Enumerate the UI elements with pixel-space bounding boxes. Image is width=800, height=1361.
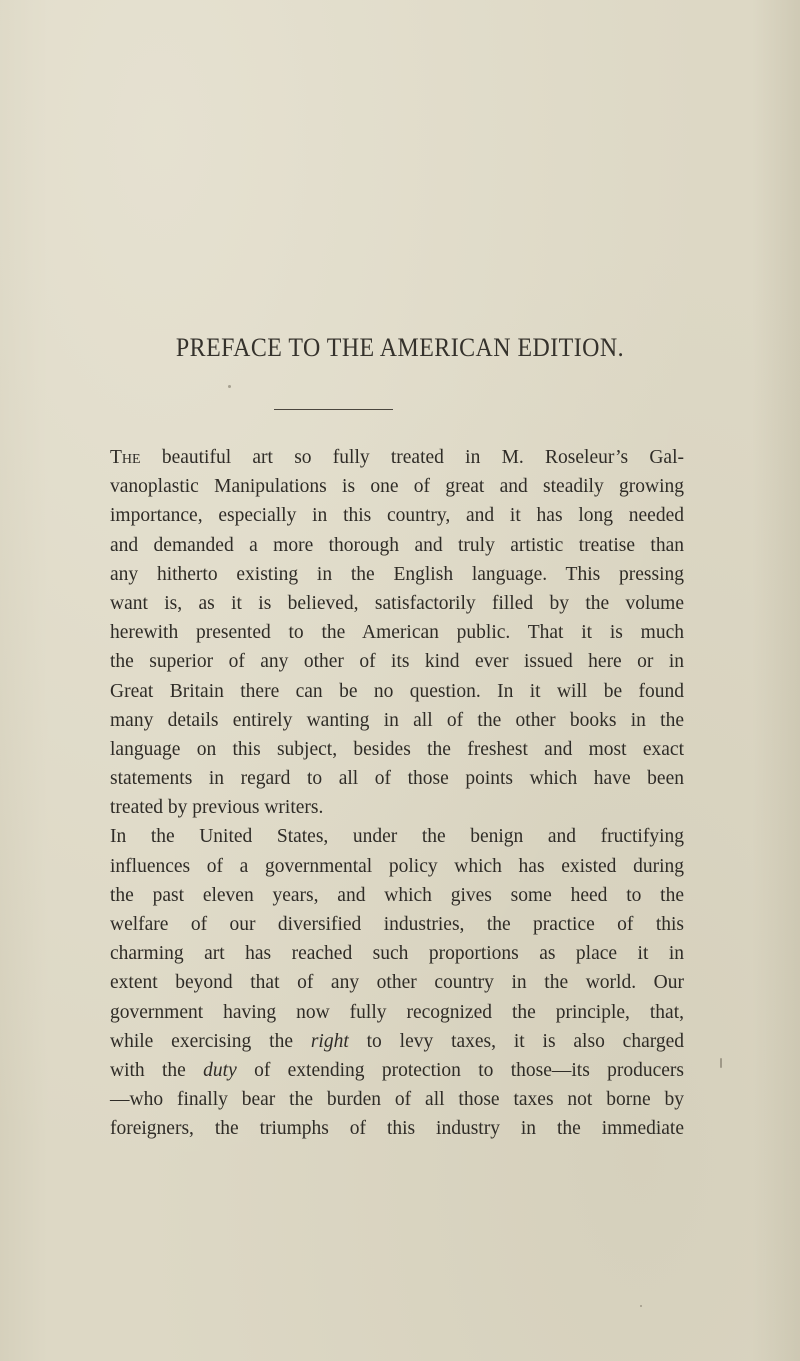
paragraph-2-line: influences of a governmental policy which has existed during xyxy=(110,855,684,877)
paragraph-1-line: many details entirely wanting in all of the other books in the xyxy=(110,709,684,731)
paragraph-2-line: the past eleven years, and which gives some heed to the xyxy=(110,884,684,906)
paragraph-2-line: welfare of our diversified industries, the practice of this xyxy=(110,914,684,935)
body-text xyxy=(110,443,684,1144)
paragraph-2-line: government having now fully recognized the principle, that, xyxy=(110,1001,684,1023)
paragraph-2-line xyxy=(110,1056,684,1085)
paragraph-1-line: want is, as it is believed, satisfactorily filled by the volume xyxy=(110,592,684,614)
text-run: of extending protection to those—its producers xyxy=(254,1059,685,1081)
paragraph-1-line: statements in regard to all of those points which have been xyxy=(110,768,684,790)
title-rule-divider xyxy=(274,409,393,410)
paper-speck xyxy=(640,1305,642,1307)
italic-text: right xyxy=(310,1030,349,1052)
text-run: beautiful art so fully treated in M. Roseleur’s Gal- xyxy=(161,447,684,468)
paragraph-1-line: language on this subject, besides the freshest and most exact xyxy=(110,738,684,760)
paragraph-1-line: herewith presented to the American public. That it is much xyxy=(110,622,684,644)
paragraph-1-line: vanoplastic Manipulations is one of great and steadily growing xyxy=(110,476,684,498)
paragraph-1-line: and demanded a more thorough and truly artistic treatise than xyxy=(110,534,684,556)
paragraph-1-line: Great Britain there can be no question. In it will be found xyxy=(110,680,684,702)
text-run: with the xyxy=(110,1059,186,1081)
text-run: to levy taxes, it is also charged xyxy=(366,1030,685,1052)
paragraph-2-line: foreigners, the triumphs of this industry in the immediate xyxy=(110,1118,684,1140)
page-title: PREFACE TO THE AMERICAN EDITION. xyxy=(175,333,625,362)
italic-text: duty xyxy=(203,1059,237,1081)
paragraph-2-line: In the United States, under the benign and fructifying xyxy=(110,826,684,848)
paragraph-1-line: importance, especially in this country, and it has long needed xyxy=(110,505,684,527)
paragraph-2-line: —who finally bear the burden of all those taxes not borne by xyxy=(110,1089,684,1111)
paragraph-lead-word: The xyxy=(110,447,141,468)
paper-speck xyxy=(720,1058,722,1068)
paragraph-1-line: any hitherto existing in the English language. This pressing xyxy=(110,563,684,585)
paragraph-1-line: treated by previous writers. xyxy=(110,797,324,819)
text-run: while exercising the xyxy=(110,1030,293,1052)
paragraph-2-line: extent beyond that of any other country in the world. Our xyxy=(110,972,684,994)
paragraph-2-line xyxy=(110,1027,684,1056)
paragraph-2-line: charming art has reached such proportions as place it in xyxy=(110,943,684,965)
paragraph-1-line: the superior of any other of its kind ever issued here or in xyxy=(110,651,684,673)
paragraph-1-line xyxy=(110,443,684,472)
paper-speck xyxy=(228,385,231,388)
